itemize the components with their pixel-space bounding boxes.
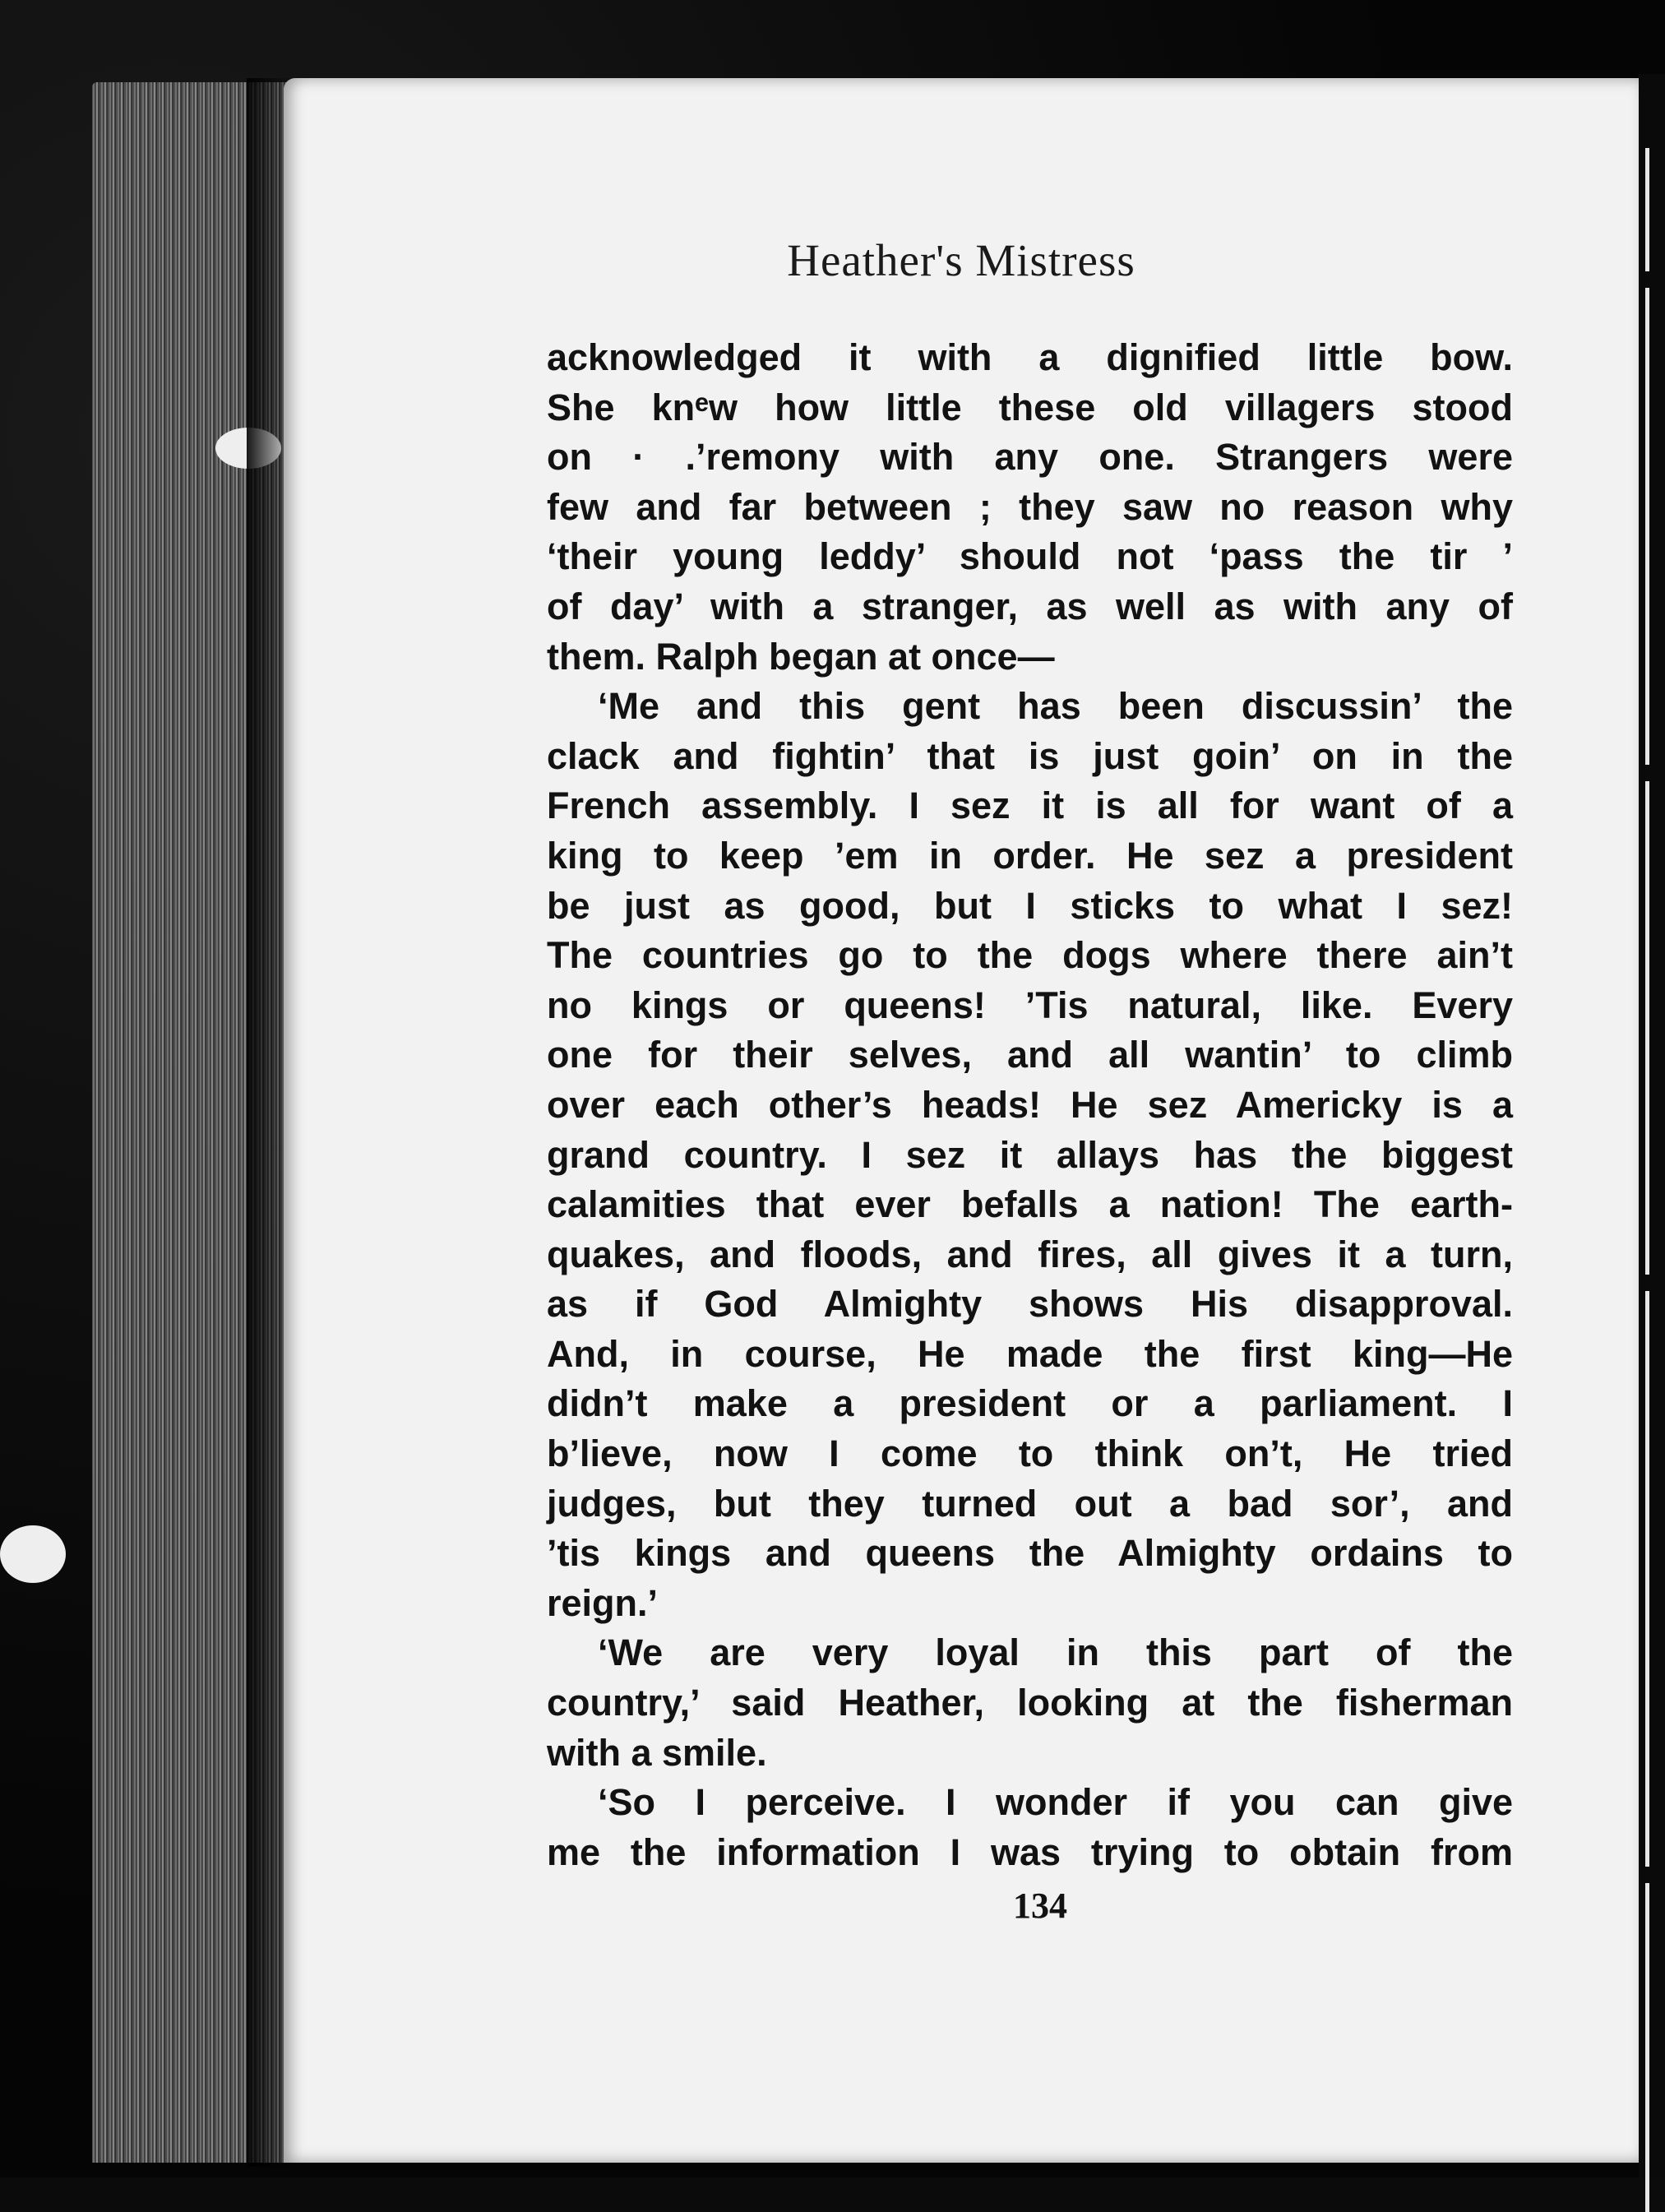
text-line: quakes, and floods, and fires, all gives it a turn,	[547, 1233, 1513, 1275]
text-line: didn’t make a president or a parliament. I	[547, 1382, 1513, 1425]
text-line: clack and fightin’ that is just goin’ on in the	[547, 734, 1513, 777]
body-text	[547, 333, 1513, 1877]
text-line: as if God Almighty shows His disapproval.	[547, 1283, 1513, 1326]
text-line: And, in course, He made the first king—He	[547, 1332, 1513, 1375]
text-line: no kings or queens! ’Tis natural, like. Every	[547, 983, 1513, 1026]
text-line: She knᵉw how little these old villagers stood	[547, 386, 1513, 428]
text-line: on · .ʼremony with any one. Strangers were	[547, 436, 1513, 479]
text-line: king to keep ’em in order. He sez a president	[547, 834, 1513, 877]
text-line: acknowledged it with a dignified little bow.	[547, 336, 1513, 378]
text-line: grand country. I sez it allays has the biggest	[547, 1133, 1513, 1176]
text-line: one for their selves, and all wantin’ to climb	[547, 1034, 1513, 1076]
text-line: of day’ with a stranger, as well as with any of	[547, 585, 1513, 627]
text-line: with a smile.	[547, 1731, 767, 1774]
text-line: over each other’s heads! He sez Americky is a	[547, 1083, 1513, 1126]
text-line: country,’ said Heather, looking at the fisherman	[547, 1682, 1513, 1724]
running-head: Heather's Mistress	[787, 235, 1135, 285]
text-line: judges, but they turned out a bad sor’, and	[547, 1482, 1513, 1525]
text-line: me the information I was trying to obtain from	[547, 1830, 1513, 1873]
text-line: few and far between ; they saw no reason why	[547, 485, 1513, 528]
text-line: ‘their young leddy’ should not ‘pass the tir ʼ	[547, 535, 1513, 578]
text-line: ‘So I perceive. I wonder if you can give	[598, 1781, 1513, 1824]
text-line: be just as good, but I sticks to what I sez!	[547, 884, 1513, 927]
scan-blot-left-lower	[0, 1525, 66, 1583]
text-line: French assembly. I sez it is all for want of a	[547, 784, 1513, 827]
text-line: ‘We are very loyal in this part of the	[598, 1631, 1513, 1674]
text-line: ‘Me and this gent has been discussin’ the	[598, 685, 1513, 728]
text-line: calamities that ever befalls a nation! The earth-	[547, 1183, 1513, 1226]
text-line: ’tis kings and queens the Almighty ordains to	[547, 1532, 1513, 1575]
page-number: 134	[1013, 1886, 1067, 1926]
text-line: The countries go to the dogs where there ain’t	[547, 934, 1513, 977]
text-line: them. Ralph began at once—	[547, 635, 1055, 678]
text-line: reign.’	[547, 1581, 659, 1624]
right-page-edge	[1639, 74, 1665, 2177]
text-line: b’lieve, now I come to think on’t, He tried	[547, 1432, 1513, 1475]
